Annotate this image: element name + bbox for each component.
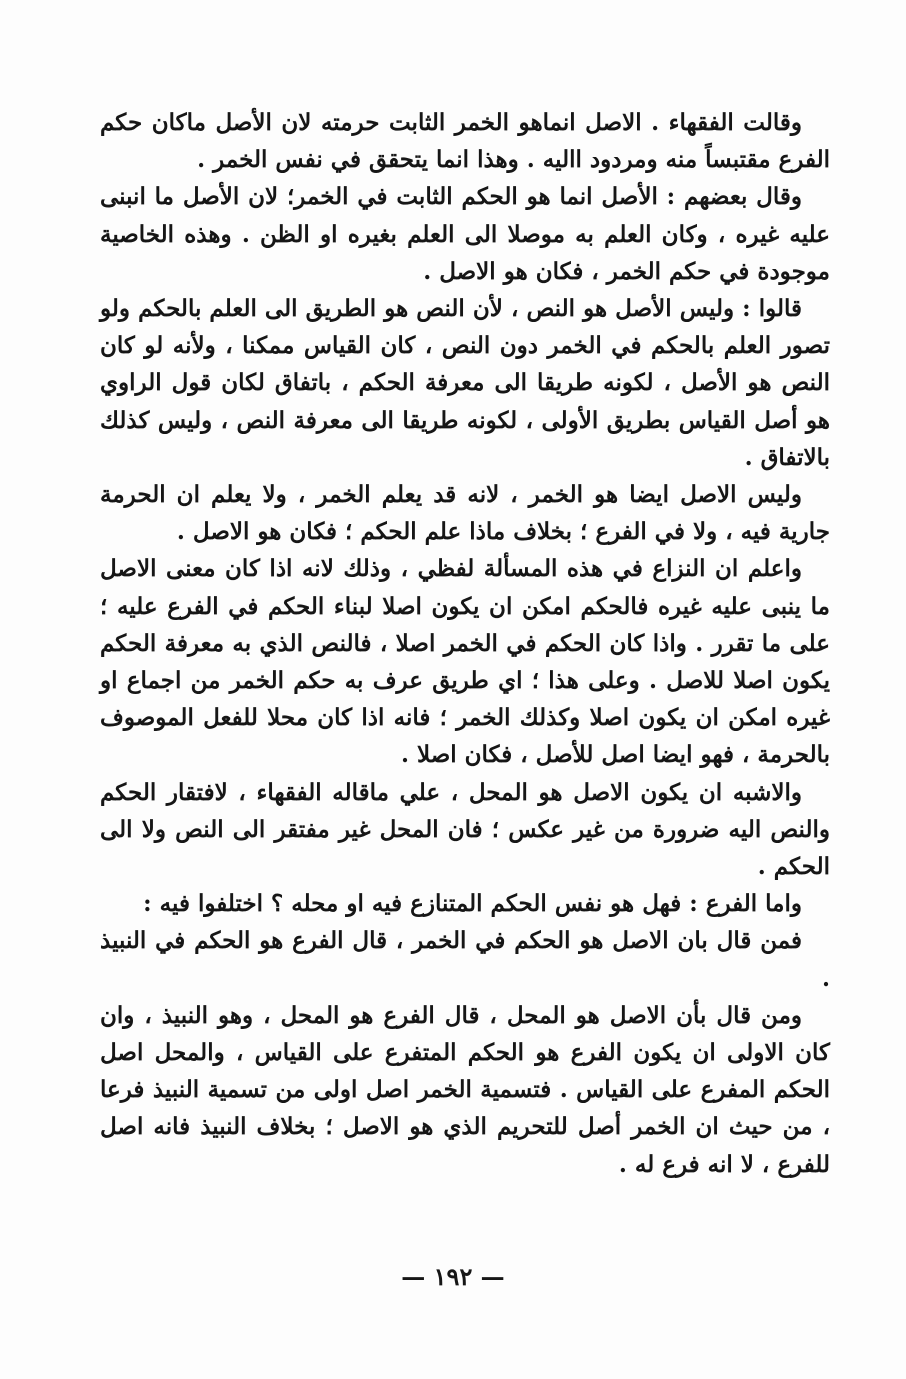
paragraph-6: والاشبه ان يكون الاصل هو المحل ، علي ماقاله الفقهاء ، لافتقار الحكم والنص اليه ضرورة من غير عكس ؛ فان المحل غير مفتقر الى النص ولا الى الحكم .	[100, 778, 830, 881]
paragraph-2: وقال بعضهم : الأصل انما هو الحكم الثابت في الخمر؛ لان الأصل ما انبنى عليه غيره ، وكان العلم به موصلا الى العلم بغيره او الظن . وهذه الخاصية موجودة في حكم الخمر ، فكان هو الاصل .	[100, 183, 830, 285]
paragraph-3: قالوا : وليس الأصل هو النص ، لأن النص هو الطريق الى العلم بالحكم ولو تصور العلم بالحكم في الخمر دون النص ، كان القياس ممكنا ، ولأنه لو كان النص هو الأصل ، لكونه طريقا الى معرفة الحكم ، باتفاق لكان قول الراوي هو أصل القياس بطريق الأولى ، لكونه طريقا الى معرفة النص ، وليس كذلك بالاتفاق .	[100, 295, 830, 471]
paragraph-5: واعلم ان النزاع في هذه المسألة لفظي ، وذلك لانه اذا كان معنى الاصل ما ينبى عليه غيره فالحكم امكن ان يكون اصلا لبناء الحكم في الفرع عليه ؛ على ما تقرر . واذا كان الحكم في الخمر اصلا ، فالنص الذي به معرفة الحكم يكون اصلا للاصل . وعلى هذا ؛ اي طريق عرف به حكم الخمر من اجماع او غيره امكن ان يكون اصلا وكذلك الخمر ؛ فانه اذا كان محلا للفعل الموصوف بالحرمة ، فهو ايضا اصل للأصل ، فكان اصلا .	[100, 555, 830, 769]
paragraph-7: واما الفرع : فهل هو نفس الحكم المتنازع فيه او محله ؟ اختلفوا فيه :	[143, 890, 802, 918]
paragraph-4: وليس الاصل ايضا هو الخمر ، لانه قد يعلم الخمر ، ولا يعلم ان الحرمة جارية فيه ، ولا في الفرع ؛ بخلاف ماذا علم الحكم ؛ فكان هو الاصل .	[100, 481, 830, 546]
paragraph-1: وقالت الفقهاء . الاصل انماهو الخمر الثابت حرمته لان الأصل ماكان حكم الفرع مقتبساً منه ومردود االيه . وهذا انما يتحقق في نفس الخمر .	[100, 109, 830, 174]
paragraph-8: فمن قال بان الاصل هو الحكم في الخمر ، قال الفرع هو الحكم في النبيذ .	[100, 927, 830, 992]
body-text	[100, 104, 830, 1183]
paragraph-9: ومن قال بأن الاصل هو المحل ، قال الفرع هو المحل ، وهو النبيذ ، وان كان الاولى ان يكون الفرع هو الحكم المتفرع على القياس ، والمحل اصل الحكم المفرع على القياس . فتسمية الخمر اصل اولى من تسمية النبيذ فرعا ، من حيث ان الخمر أصل للتحريم الذي هو الاصل ؛ بخلاف النبيذ فانه اصل للفرع ، لا انه فرع له .	[100, 1001, 830, 1178]
page-number: — ١٩٢ —	[401, 1262, 505, 1291]
